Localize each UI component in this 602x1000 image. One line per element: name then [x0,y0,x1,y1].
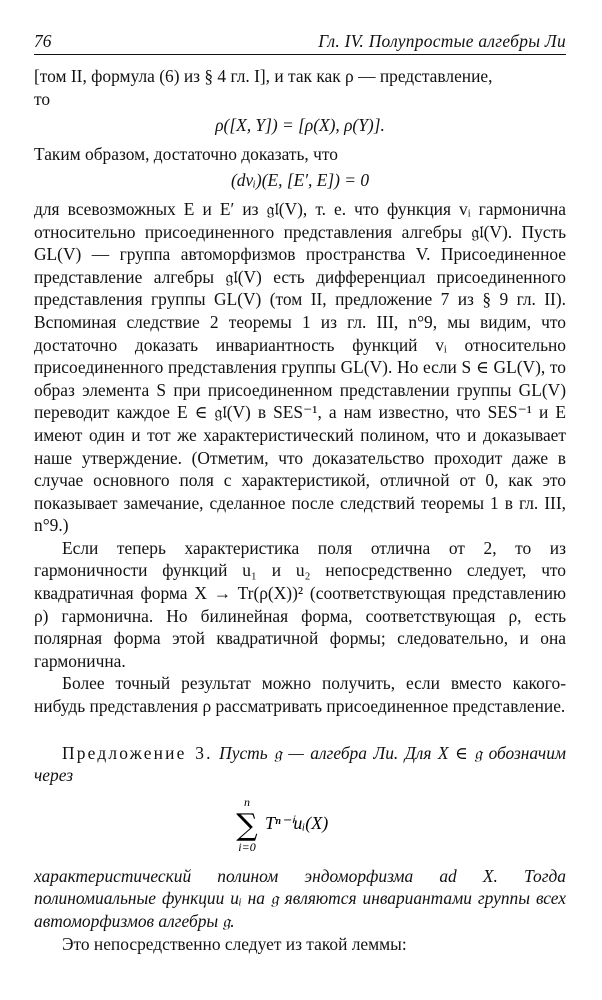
sum-sign: ∑ [236,807,258,843]
sum-formula-svg [225,795,375,855]
closing-line: Это непосредственно следует из такой леммы: [62,933,407,954]
sum-lower-limit: i=0 [238,839,256,854]
paragraph-5: Более точный результат можно получить, если вместо какого-нибудь представления ρ рассматривать присоединенное представление. [34,673,566,717]
formula-dvi: (dvᵢ)(E, [E′, E]) = 0 [230,170,370,191]
sum-body: Tⁿ⁻ⁱuᵢ(X) [265,812,329,833]
proposition-3 [34,742,566,787]
paragraph-1-line-1: [том II, формула (6) из § 4 гл. I], и так как ρ — представление, [34,66,493,86]
proposition-continuation: характеристический полином эндоморфизма ad X. Тогда полиномиальные функции uᵢ на 𝔤 являются инвариантами группы всех автоморфизмов алгебры 𝔤. [34,865,566,931]
proposition-label: Предложение 3. [62,742,213,763]
formula-homomorphism: ρ([X, Y]) = [ρ(X), ρ(Y)]. [215,115,385,136]
paragraph-1-line-2: то [34,88,51,109]
page-number: 76 [34,31,52,51]
running-title: Гл. IV. Полупростые алгебры Ли [318,31,566,51]
paragraph-4: Если теперь характеристика поля отлична от 2, то из гармоничности функций u₁ и u₂ непосредственно следует, что квадратичная форма X → Tr(ρ(X))² (соответствующая представлению ρ) гармонична. Но билинейная форма, соответствующая ρ, есть полярная форма этой квадратичной формы; следовательно, и она гармонична. [34,537,566,671]
sum-upper-limit: n [244,794,250,809]
running-head [34,28,566,55]
paragraph-3: для всевозможных E и E′ из 𝔤𝔩(V), т. е. что функция vᵢ гармонична относительно присоединенного представления алгебры 𝔤𝔩(V). Пусть GL(V) — группа автоморфизмов пространства V. Присоединенное представление алгебры 𝔤𝔩(V) есть дифференциал присоединенного представления группы GL(V) (том II, предложение 7 из § 9 гл. II). Вспоминая следствие 2 теоремы 1 из гл. III, n°9, мы видим, что достаточно доказать инвариантность функций vᵢ относительно присоединенного представления группы GL(V). Но если S ∈ GL(V), то образ элемента S при присоединенном представлении группы GL(V) переводит каждое E ∈ 𝔤𝔩(V) в SES⁻¹, а нам известно, что SES⁻¹ и E имеют один и тот же характеристический полином, что и доказывает наше утверждение. (Отметим, что доказательство проходит даже в случае основного поля с характеристикой, отличной от 0, как это показывает замечание, сделанное после следствий теоремы 1 в гл. III, n°9.) [34,198,566,536]
formula-characteristic-polynomial [34,795,566,855]
proposition-text: Пусть 𝔤 — алгебра Ли. Для X ∈ 𝔤 обозначим через [34,742,566,786]
section-gap [34,718,566,742]
paragraph-2: Таким образом, достаточно доказать, что [34,143,338,164]
